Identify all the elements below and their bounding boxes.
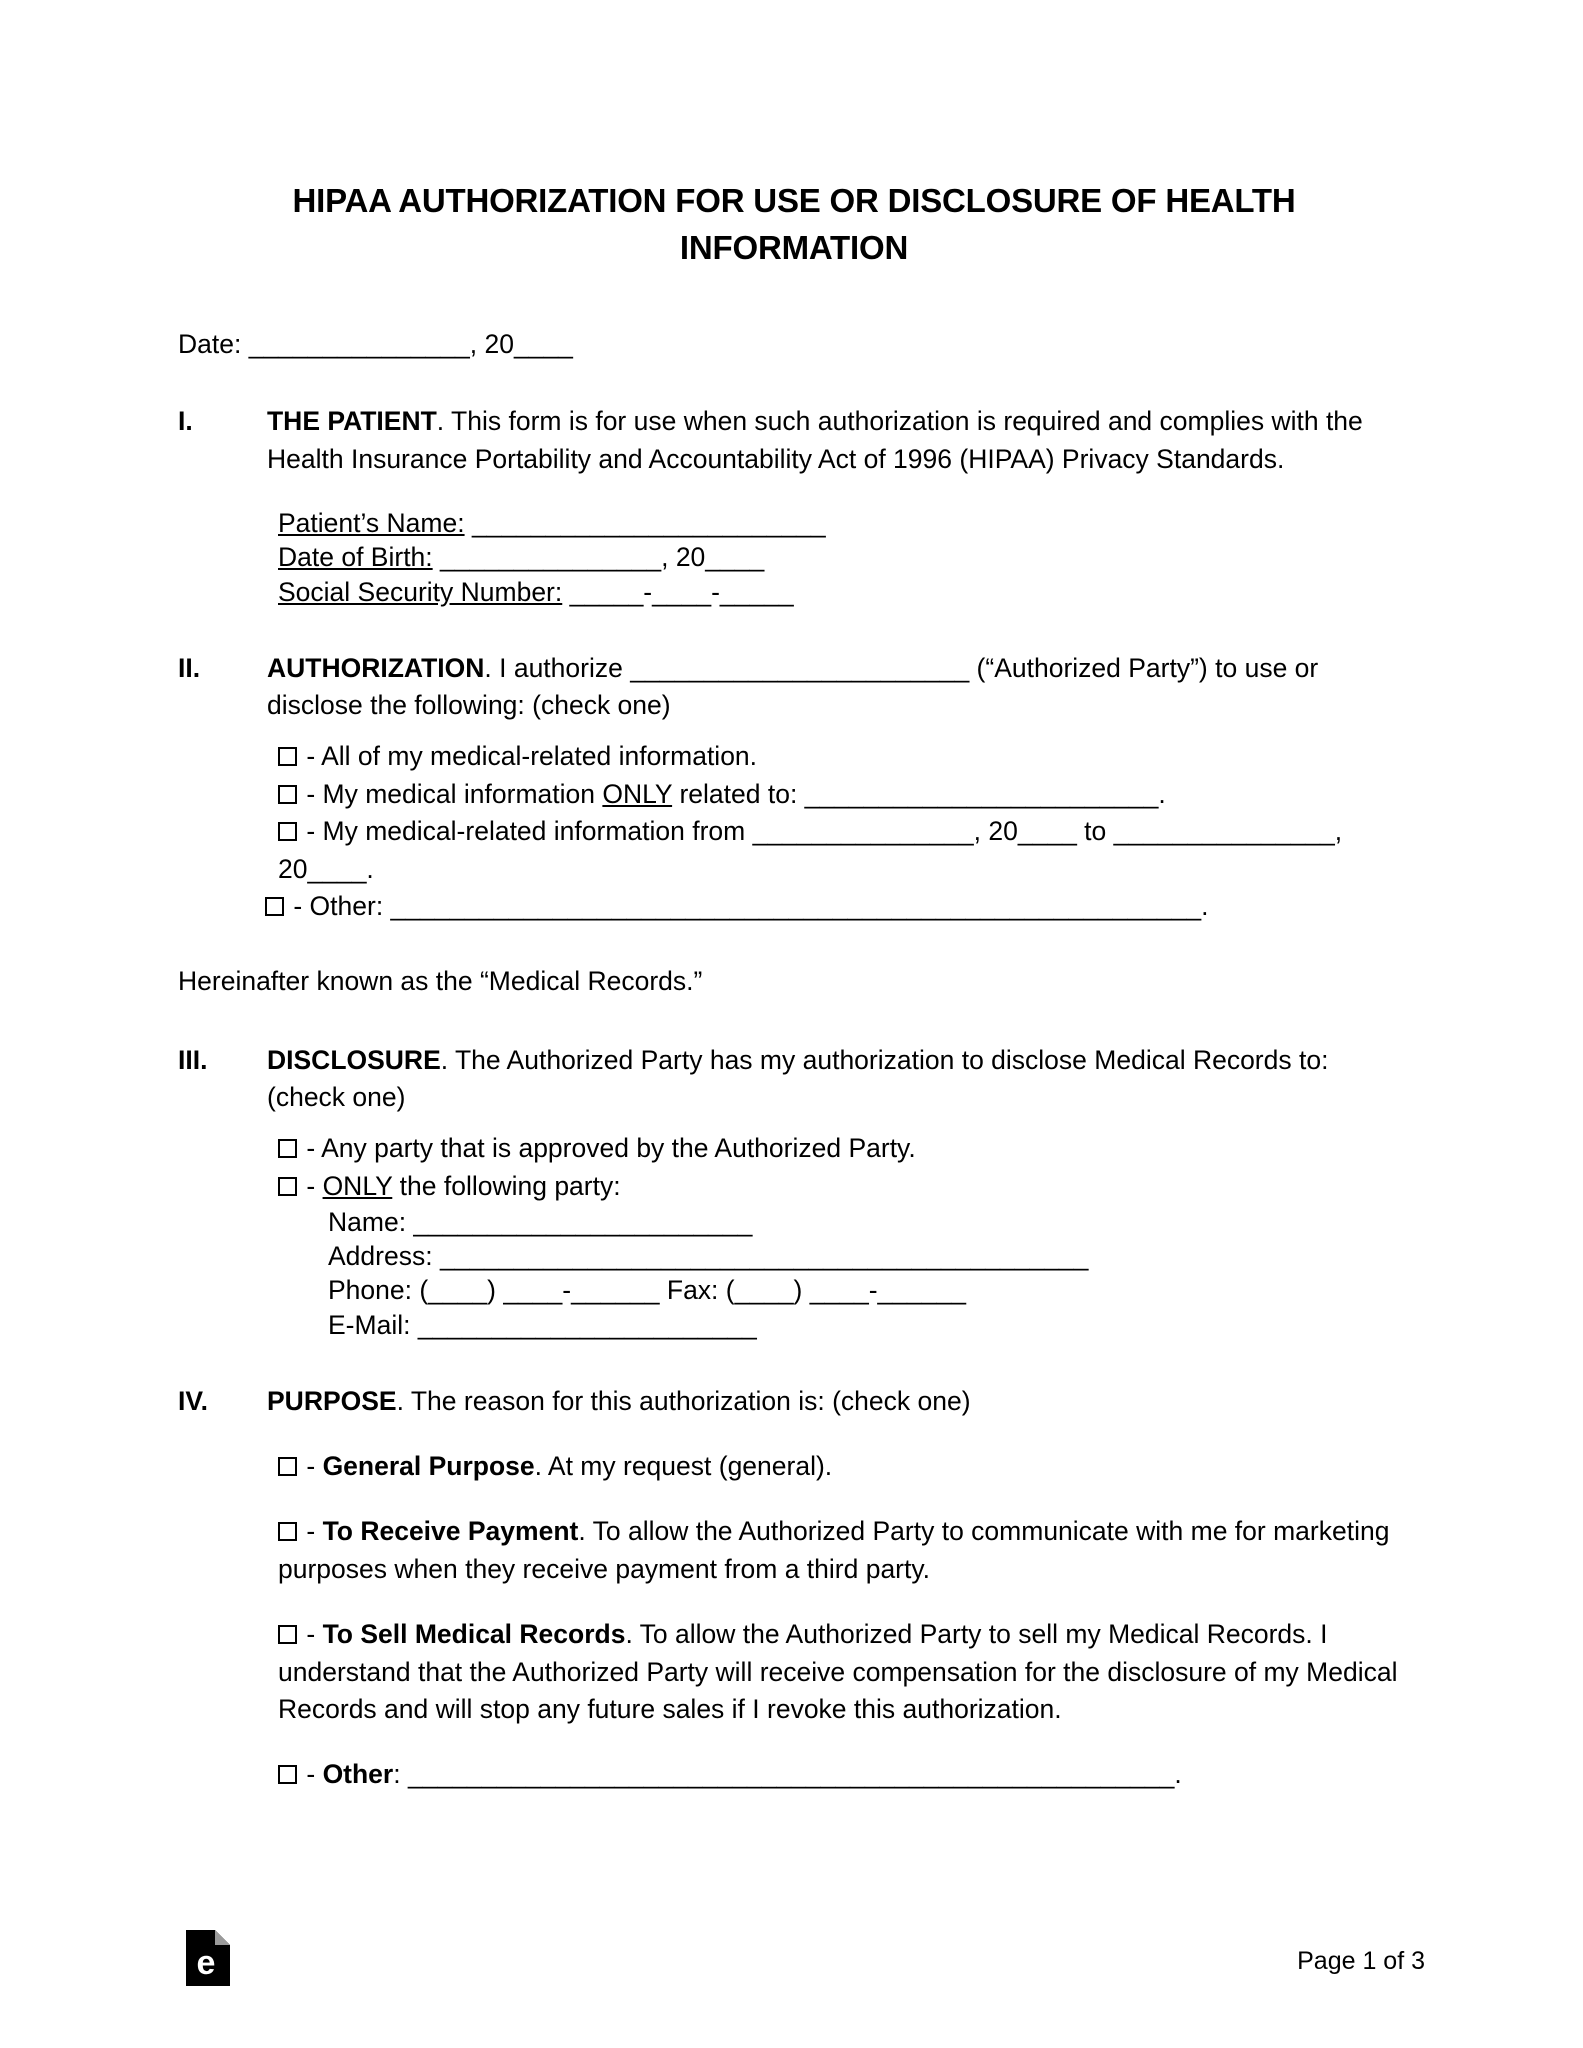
date-of-birth-blank[interactable]: _______________, 20____ (432, 542, 765, 573)
section-text-3: . The Authorized Party has my authorization to disclose Medical Records to: (check one) (267, 1044, 1329, 1112)
page-title: HIPAA AUTHORIZATION FOR USE OR DISCLOSURE OF HEALTH INFORMATION (292, 182, 1296, 266)
auth-option-all-records[interactable] (278, 738, 1410, 775)
disclosure-option-only-party[interactable] (278, 1168, 1410, 1205)
section-numeral-1: I. (178, 406, 193, 437)
auth-option-only-related[interactable] (278, 776, 1410, 813)
checkbox-icon[interactable] (278, 747, 297, 766)
disclosure-option-any-party-label: - Any party that is approved by the Authorized Party. (299, 1133, 916, 1164)
disclosure-option-only-post: the following party: (392, 1170, 621, 1201)
section-numeral-3: III. (178, 1044, 208, 1075)
section-text-1: . This form is for use when such authorization is required and complies with the Health Insurance Portability and Accountability Act of 1996 (HIPAA) Privacy Standards. (267, 406, 1363, 474)
ssn-blank[interactable]: _____-____-_____ (562, 576, 794, 607)
page-footer (178, 1916, 1425, 1986)
checkbox-icon[interactable] (278, 1765, 297, 1784)
section-heading-3: DISCLOSURE (267, 1044, 441, 1075)
page-number: Page 1 of 3 (1297, 1947, 1425, 1975)
section-numeral-4: IV. (178, 1385, 208, 1416)
date-of-birth-label: Date of Birth: (278, 542, 433, 573)
checkbox-icon[interactable] (278, 1177, 297, 1196)
purpose-option-sell-records[interactable]: - To Sell Medical Records. To allow the Authorized Party to sell my Medical Records. I understand that the Authorized Party will receive compensation for the disclosure of my Medical Records and will stop any future sales if I revoke this authorization. (278, 1619, 1398, 1724)
disclosure-option-any-party[interactable] (278, 1130, 1410, 1167)
party-phone-fax-row[interactable]: Phone: (____) ____-______ Fax: (____) ____-______ (328, 1275, 966, 1306)
section-text-2-pre: . I authorize (484, 652, 631, 683)
auth-option-all-records-label: - All of my medical-related information. (299, 741, 758, 772)
checkbox-icon[interactable] (265, 897, 284, 916)
disclosure-party-contact-block (328, 1205, 1410, 1342)
section-the-patient (178, 403, 1410, 478)
date-field-line[interactable]: Date: _______________, 20____ (178, 328, 573, 359)
disclosure-option-only-pre: - (299, 1170, 323, 1201)
checkbox-icon[interactable] (278, 1139, 297, 1158)
section-body-4 (267, 1383, 1410, 1420)
section-body-2 (267, 650, 1410, 725)
purpose-option-other[interactable]: - Other: ____________________________________________________. (278, 1756, 1410, 1793)
purpose-option-general-label: General Purpose (322, 1451, 535, 1482)
party-name-row[interactable]: Name: _______________________ (328, 1207, 753, 1238)
party-address-row[interactable]: Address: ____________________________________________ (328, 1241, 1089, 1272)
patient-name-blank[interactable]: ________________________ (464, 508, 826, 539)
section-body-1 (267, 403, 1410, 478)
ssn-row[interactable] (278, 575, 1410, 609)
section-text-4: . The reason for this authorization is: (check one) (396, 1385, 971, 1416)
patient-name-label: Patient’s Name: (278, 508, 465, 539)
checkbox-icon[interactable] (278, 822, 297, 841)
auth-option-only-post[interactable]: related to: ________________________. (672, 778, 1166, 809)
section-disclosure (178, 1042, 1410, 1117)
checkbox-icon[interactable] (278, 1625, 297, 1644)
party-email-row[interactable]: E-Mail: _______________________ (328, 1309, 757, 1340)
purpose-option-other-blank[interactable]: : ____________________________________________________. (393, 1759, 1182, 1790)
disclosure-option-only-emphasis: ONLY (322, 1170, 393, 1201)
purpose-option-receive-payment-label: To Receive Payment (322, 1516, 579, 1547)
section-authorization (178, 650, 1410, 725)
authorized-party-blank[interactable]: _______________________ (630, 652, 970, 683)
section-heading-4: PURPOSE (267, 1385, 397, 1416)
purpose-option-general[interactable]: - General Purpose. At my request (general). (278, 1448, 1410, 1485)
medical-records-definition: Hereinafter known as the “Medical Records.” (178, 966, 703, 997)
section-numeral-2: II. (178, 652, 201, 683)
purpose-option-receive-payment-desc: . To allow the Authorized Party to communicate with me for marketing purposes when they receive payment from a third party. (278, 1516, 1390, 1584)
auth-option-only-pre: - My medical information (299, 778, 603, 809)
checkbox-icon[interactable] (278, 1522, 297, 1541)
svg-text:e: e (196, 1944, 216, 1982)
purpose-option-other-label: Other (322, 1759, 394, 1790)
eforms-logo-icon[interactable] (186, 1930, 230, 1986)
document-content (178, 0, 1410, 1794)
auth-option-other-label[interactable]: - Other: _______________________________________________________. (286, 890, 1209, 921)
auth-option-date-range[interactable] (278, 813, 1410, 888)
purpose-option-general-desc: . At my request (general). (534, 1451, 833, 1482)
ssn-label: Social Security Number: (278, 576, 563, 607)
date-of-birth-row[interactable] (278, 540, 1410, 574)
purpose-option-receive-payment[interactable]: - To Receive Payment. To allow the Authorized Party to communicate with me for marketing purposes when they receive payment from a third party. (278, 1516, 1390, 1584)
section-heading-2: AUTHORIZATION (267, 652, 485, 683)
section-body-3 (267, 1042, 1410, 1117)
section-purpose (178, 1383, 1410, 1420)
auth-option-other[interactable] (265, 888, 1410, 925)
purpose-option-sell-records-label: To Sell Medical Records (322, 1619, 626, 1650)
checkbox-icon[interactable] (278, 1457, 297, 1476)
section-text-2-post: (“Authorized Party”) to use or disclose the following: (check one) (267, 652, 1319, 721)
auth-option-date-range-label[interactable]: - My medical-related information from _______________, 20____ to _______________, 20____. (278, 816, 1343, 884)
auth-option-only-emphasis: ONLY (602, 778, 673, 809)
patient-fields-block (278, 506, 1410, 609)
checkbox-icon[interactable] (278, 785, 297, 804)
section-heading-1: THE PATIENT (267, 406, 437, 437)
purpose-option-sell-records-desc: . To allow the Authorized Party to sell my Medical Records. I understand that the Authorized Party will receive compensation for the disclosure of my Medical Records and will stop any future sales if I revoke this authorization. (278, 1619, 1398, 1724)
patient-name-row[interactable] (278, 506, 1410, 540)
